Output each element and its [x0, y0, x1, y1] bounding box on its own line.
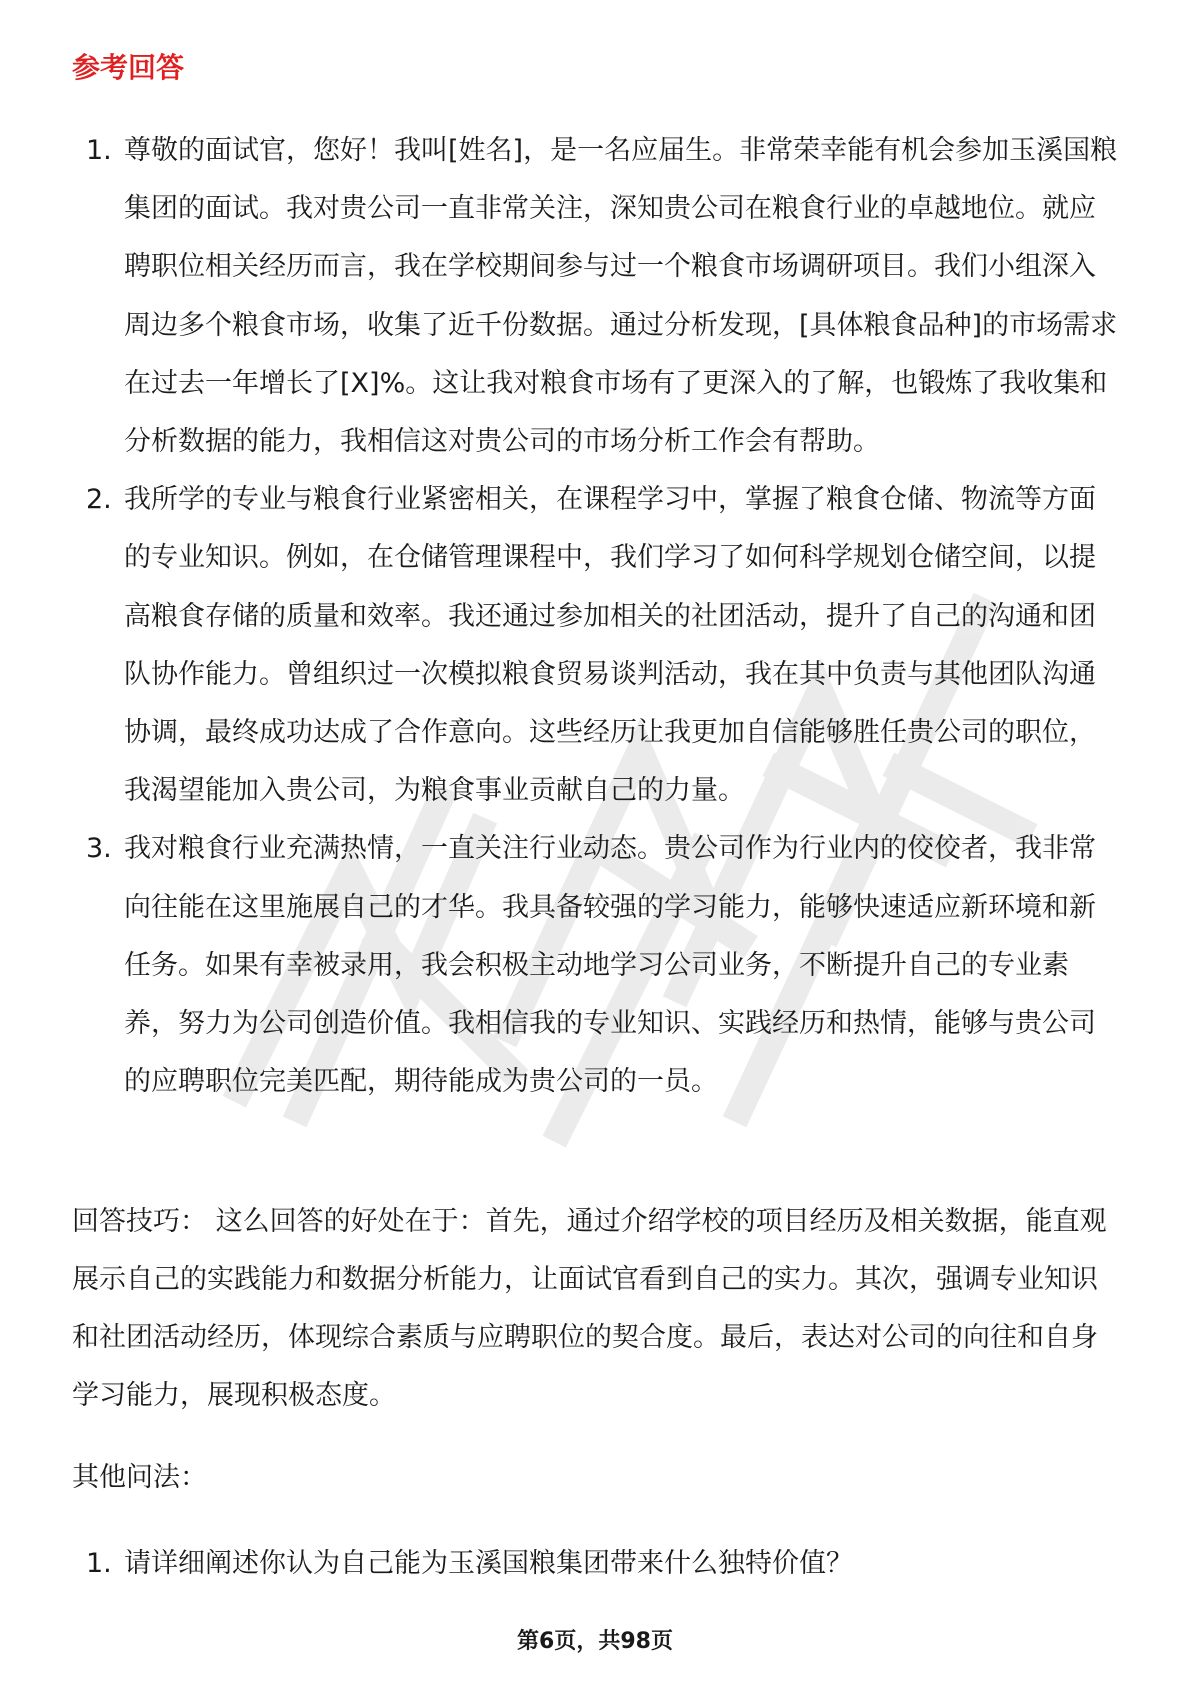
answer-list	[72, 122, 1122, 1111]
question-text: 请详细阐述你认为自己能为玉溪国粮集团带来什么独特价值？	[124, 1548, 853, 1579]
answer-text: 尊敬的面试官，您好！我叫[姓名]，是一名应届生。非常荣幸能有机会参加玉溪国粮集团的面试。我对贵公司一直非常关注，深知贵公司在粮食行业的卓越地位。就应聘职位相关经历而言，我在学校期间参与过一个粮食市场调研项目。我们小组深入周边多个粮食市场，收集了近千份数据。通过分析发现，[具体粮食品种]的市场需求在过去一年增长了[X]%。这让我对粮食市场有了更深入的了解，也锻炼了我收集和分析数据的能力，我相信这对贵公司的市场分析工作会有帮助。	[124, 135, 1118, 458]
answer-text: 我对粮食行业充满热情，一直关注行业动态。贵公司作为行业内的佼佼者，我非常向往能在这里施展自己的才华。我具备较强的学习能力，能够快速适应新环境和新任务。如果有幸被录用，我会积极主动地学习公司业务，不断提升自己的专业素养，努力为公司创造价值。我相信我的专业知识、实践经历和热情，能够与贵公司的应聘职位完美匹配，期待能成为贵公司的一员。	[124, 833, 1096, 1098]
answer-item-1	[72, 122, 1122, 471]
answer-item-2	[72, 471, 1122, 820]
answer-item-3	[72, 820, 1122, 1111]
answer-text: 我所学的专业与粮食行业紧密相关，在课程学习中，掌握了粮食仓储、物流等方面的专业知识。例如，在仓储管理课程中，我们学习了如何科学规划仓储空间，以提高粮食存储的质量和效率。我还通过参加相关的社团活动，提升了自己的沟通和团队协作能力。曾组织过一次模拟粮食贸易谈判活动，我在其中负责与其他团队沟通协调，最终成功达成了合作意向。这些经历让我更加自信能够胜任贵公司的职位，我渴望能加入贵公司，为粮食事业贡献自己的力量。	[124, 484, 1096, 807]
answer-tips: 回答技巧： 这么回答的好处在于：首先，通过介绍学校的项目经历及相关数据，能直观展示自己的实践能力和数据分析能力，让面试官看到自己的实力。其次，强调专业知识和社团活动经历，体现综合素质与应聘职位的契合度。最后，表达对公司的向往和自身学习能力，展现积极态度。	[72, 1206, 1107, 1411]
list-number: 3.	[86, 833, 112, 865]
other-question-item-1	[72, 1535, 1122, 1593]
list-number: 1.	[86, 135, 112, 166]
list-number: 2.	[86, 484, 112, 516]
list-number: 1.	[86, 1548, 112, 1579]
other-questions-list	[72, 1535, 1122, 1593]
section-title: 参考回答	[72, 51, 185, 84]
page-footer: 第6页，共98页	[517, 1629, 673, 1654]
other-questions-label: 其他问法：	[72, 1462, 207, 1493]
